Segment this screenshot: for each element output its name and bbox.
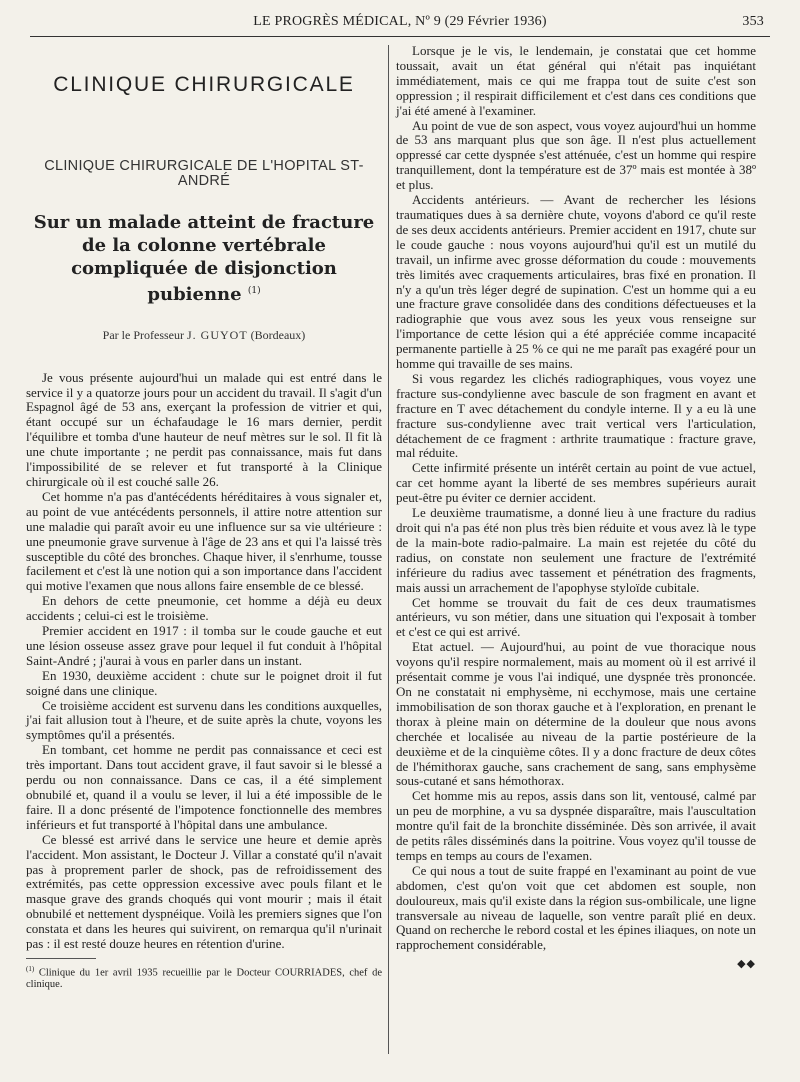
title-line-text: compliquée de disjonction pubienne [71, 257, 337, 305]
left-column [26, 44, 382, 991]
section-title: CLINIQUE CHIRURGICALE [53, 73, 355, 96]
body-paragraph: Cet homme se trouvait du fait de ces deux traumatismes antérieurs, vu son métier, dans une situation qui l'exposait à tomber et c'est ce qui est arrivé. [396, 594, 756, 640]
footnote-mark: (1) [26, 964, 35, 973]
byline-author: J. GUYOT [186, 327, 248, 342]
body-paragraph: Ce troisième accident est survenu dans les conditions auxquelles, j'ai fait allusion tout à l'heure, et de suite après la chute, voyons les symptômes qu'il a présentés. [26, 697, 382, 743]
journal-running-title: LE PROGRÈS MÉDICAL, Nº 9 (29 Février 1936) [253, 14, 547, 29]
footnote [26, 963, 382, 992]
article-title [26, 211, 382, 306]
title-line: Sur un malade atteint de fracture [33, 211, 375, 233]
body-paragraph: Premier accident en 1917 : il tomba sur le coude gauche et eut une lésion osseuse assez grave pour lequel il fut conduit à l'hôpital Saint-André ; j'aurai à vous en parler dans un instant. [26, 623, 382, 668]
title-line [26, 257, 382, 306]
body-paragraph: En 1930, deuxième accident : chute sur le poignet droit il fut soigné dans une clinique. [26, 667, 382, 698]
footnote-text: Clinique du 1er avril 1935 recueillie par le Docteur COURRIADES, chef de clinique. [26, 967, 383, 991]
body-paragraph: En tombant, cet homme ne perdit pas connaissance et ceci est très important. Dans tout accident grave, il faut savoir si le blessé a perdu ou non connaissance. Dans ce cas, il a été simplement obnubilé et, quand il a voulu se lever, il lui a été impossible de le faire. Il a donc présenté de l'impotence fonctionnelle des membres inférieurs et fut transporté à l'hôpital dans une ambulance. [26, 742, 382, 832]
right-column [396, 44, 756, 972]
title-footnote-mark: (1) [247, 285, 261, 296]
body-paragraph: Au point de vue de son aspect, vous voyez aujourd'hui un homme de 53 ans marquant plus que son âge. Il n'est plus actuellement oppressé car cette dyspnée s'est atténuée, c'est un homme qui respire tranquillement, dont la température est de 37º mais est montée à 38º et plus. [396, 117, 756, 193]
right-body [396, 44, 756, 953]
header-rule [30, 36, 770, 37]
body-paragraph: En dehors de cette pneumonie, cet homme a déjà eu deux accidents ; celui-ci est le troisième. [26, 593, 382, 624]
article-subtitle: CLINIQUE CHIRURGICALE DE L'HOPITAL ST-ANDRÉ [44, 157, 364, 189]
body-paragraph: Ce qui nous a tout de suite frappé en l'examinant au point de vue abdomen, c'est qu'on voit que cet abdomen est souple, non douloureux, mais qu'il existe dans la région sus-ombilicale, une ligne transversale au niveau de laquelle, son ventre paraît plié en deux. Quand on recherche le rebord costal et les épines iliaques, on note un rapprochement considérable, [396, 862, 756, 953]
body-paragraph: Etat actuel. — Aujourd'hui, au point de vue thoracique nous voyons qu'il respire normalement, mais au moment où il est arrivé il présentait comme je vous l'ai indiqué, une dyspnée très prononcée. On ne constatait ni emphysème, ni ecchymose, mais une certaine immobilisation de son thorax gauche et à l'exploration, en prenant le thorax à pleine main on détermine de la douleur que nous avons cherchée et localisée au niveau de la partie postérieure de la deuxième et de la cinquième côtes. Il y a donc fracture de deux côtes de l'hémithorax gauche, sans crachement de sang, sans emphysème sous-cutané et sans hémothorax. [396, 639, 756, 789]
ornament: ◆◆ [737, 958, 756, 971]
body-paragraph: Accidents antérieurs. — Avant de rechercher les lésions traumatiques dues à sa dernière chute, voyons d'abord ce qu'il reste de ses deux accidents antérieurs. Premier accident en 1917, chute sur le coude gauche : nous voyons aujourd'hui qu'il est un mutilé du travail, un infirme avec grosse déformation du coude : mouvements très limités avec craquements articulaires, bras fixé en pronation. Il n'y a qu'un très léger degré de supination. C'est un homme qui a eu une fracture grave consolidée dans des conditions défectueuses et la radiographie que vous avez sous les yeux vous renseigne sur l'importance de cette lésion qui a été appréciée comme incapacité permanente partielle à 25 % ce qui ne me paraît pas exagéré pour un homme qui travaille de ses mains. [396, 192, 756, 372]
column-divider [388, 45, 389, 1054]
body-paragraph: Je vous présente aujourd'hui un malade qui est entré dans le service il y a quatorze jours pour un accident du travail. Il s'agit d'un Espagnol âgé de 53 ans, exerçant la profession de vitrier et qui, étant occupé sur un échafaudage le 16 mars dernier, perdit l'équilibre et tomba d'une hauteur de neuf mètres sur le sol. Il fit là une chute importante ; ne perdit pas connaissance, mais fut dans l'impossibilité de se relever et fut transporté à la Clinique chirurgicale où il est couché salle 26. [26, 369, 382, 489]
body-paragraph: Lorsque je le vis, le lendemain, je constatai que cet homme toussait, avait un état général qui n'était pas inquiétant immédiatement, mais ce qui me frappa tout de suite c'est son oppression ; il respirait difficilement et c'est dans ces conditions que j'ai été amené à l'examiner. [396, 43, 756, 118]
body-paragraph: Le deuxième traumatisme, a donné lieu à une fracture du radius droit qui n'a pas été non plus très bien réduite et vous avez là le type de la main-bote radio-palmaire. La main est rejetée du côté du radius, on constate non seulement une fracture de l'extrémité inférieure du radius avec tassement et pénétration des fragments, mais aussi un arrachement de l'apophyse styloïde cubitale. [396, 505, 756, 595]
page-number: 353 [742, 14, 764, 29]
running-header [30, 14, 770, 36]
body-paragraph: Si vous regardez les clichés radiographiques, vous voyez une fracture sus-condylienne avec bascule de son fragment en avant et fracture en T avec détachement du condyle interne. Il y a eu là une fracture sus-condylienne avec trait vertical vers l'articulation, détachement de ce fragment : arthrite traumatique : fracture grave, mal réduite. [396, 370, 756, 461]
body-paragraph: Cet homme n'a pas d'antécédents héréditaires à vous signaler et, au point de vue antécédents personnels, il attire notre attention sur une maladie qui paraît avoir eu une influence sur sa vie ultérieure : une pneumonie grave survenue à l'âge de 23 ans et qui l'a laissé très susceptible du côté des bronches. Chaque hiver, il s'enrhume, tousse facilement et c'est là une notion qui a son importance dans l'accident qui motive l'examen que nous allons faire ensemble de ce blessé. [26, 488, 382, 594]
body-paragraph: Cette infirmité présente un intérêt certain au point de vue actuel, car cet homme ayant la liberté de ses membres supérieurs aurait peut-être pu éviter ce dernier accident. [396, 460, 756, 506]
byline-prefix: Par le Professeur [102, 327, 184, 342]
body-paragraph: Ce blessé est arrivé dans le service une heure et demie après l'accident. Mon assistant, le Docteur J. Villar a constaté qu'il n'avait pas à proprement parler de shock, pas de refroidissement des extrémités, pas cette oppression excessive avec pouls filant et le masque grave des grands choqués qui vont mourir ; mais il était obnubilé et nettement dyspnéique. Voilà les premiers signes que l'on constata et dans les heures qui suivirent, on remarqua qu'il n'urinait pas : il est resté douze heures en rétention d'urine. [26, 831, 382, 952]
footnote-rule [26, 958, 96, 959]
left-body [26, 371, 382, 952]
body-paragraph: Cet homme mis au repos, assis dans son lit, ventousé, calmé par un peu de morphine, a vu sa dyspnée disparaître, mais l'auscultation montre qu'il fait de la bronchite disséminée. Dès son arrivée, il avait de petits râles disséminés dans la poitrine. Vous voyez qu'il tousse de temps en temps au cours de l'examen. [396, 788, 756, 863]
title-line: de la colonne vertébrale [82, 234, 326, 256]
byline-place: (Bordeaux) [250, 327, 306, 342]
byline [26, 328, 382, 343]
